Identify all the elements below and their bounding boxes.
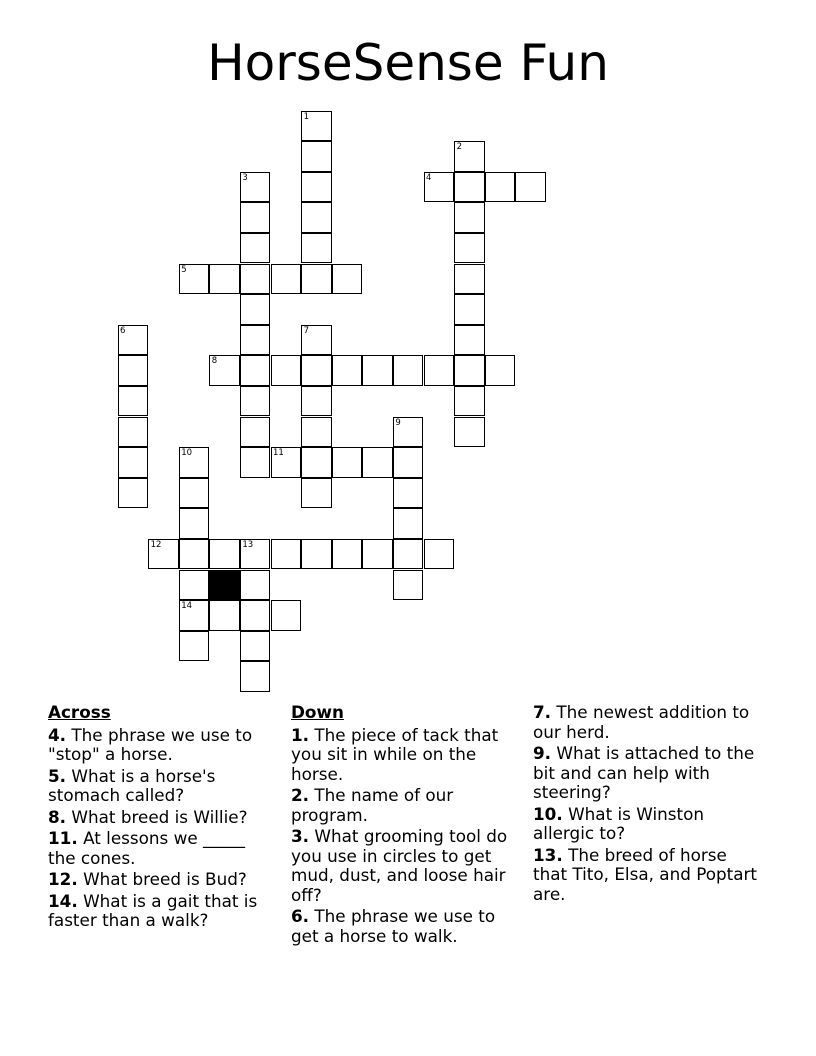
clue-number: 14.: [48, 890, 78, 911]
cell-number: 7: [303, 325, 310, 336]
clue-number: 5.: [48, 765, 67, 786]
grid-cell[interactable]: [332, 355, 363, 386]
grid-cell[interactable]: [240, 325, 271, 356]
clue-text: The phrase we use to get a horse to walk.: [291, 906, 496, 946]
clue-number: 12.: [48, 869, 78, 889]
grid-cell[interactable]: [301, 355, 332, 386]
grid-cell[interactable]: [240, 661, 271, 692]
grid-cell[interactable]: [485, 172, 516, 203]
grid-cell[interactable]: [301, 447, 332, 478]
grid-cell[interactable]: [454, 202, 485, 233]
clue-text: The newest addition to our herd.: [533, 702, 750, 742]
grid-black-cell: [209, 570, 240, 601]
clue-text: What grooming tool do you use in circles to get mud, dust, and loose hair off?: [291, 826, 508, 905]
grid-cell[interactable]: [424, 172, 455, 203]
grid-cell[interactable]: [209, 600, 240, 631]
clue-text: What breed is Bud?: [77, 869, 247, 889]
grid-cell[interactable]: [209, 264, 240, 295]
down-clues-continued: [533, 703, 765, 906]
grid-cell[interactable]: [362, 355, 393, 386]
cell-number: 4: [426, 172, 432, 183]
cell-number: 8: [211, 356, 218, 367]
grid-cell[interactable]: [393, 539, 424, 570]
grid-cell[interactable]: [393, 478, 424, 509]
grid-cell[interactable]: [148, 539, 179, 570]
grid-cell[interactable]: [301, 172, 332, 203]
grid-cell[interactable]: [301, 141, 332, 172]
grid-cell[interactable]: [393, 508, 424, 539]
cell-number: 11: [273, 448, 284, 459]
clue-number: 2.: [291, 785, 310, 805]
page-title: HorseSense Fun: [207, 34, 609, 92]
clue-item: [48, 892, 276, 931]
grid-cell[interactable]: [271, 539, 302, 570]
clue-text: What is attached to the bit and can help with steering?: [533, 743, 755, 802]
grid-cell[interactable]: [240, 264, 271, 295]
grid-cell[interactable]: [179, 570, 210, 601]
grid-cell[interactable]: [240, 233, 271, 264]
grid-cell[interactable]: [118, 447, 149, 478]
grid-cell[interactable]: [209, 355, 240, 386]
grid-cell[interactable]: [240, 539, 271, 570]
grid-cell[interactable]: [454, 417, 485, 448]
cell-number: 14: [181, 601, 193, 612]
grid-cell[interactable]: [118, 325, 149, 356]
clue-item: [533, 805, 765, 844]
grid-cell[interactable]: [454, 233, 485, 264]
cell-number: 6: [120, 325, 126, 336]
grid-cell[interactable]: [301, 417, 332, 448]
clue-item: [291, 827, 519, 905]
cell-number: 9: [395, 417, 401, 428]
grid-cell[interactable]: [454, 355, 485, 386]
grid-cell[interactable]: [118, 417, 149, 448]
clue-item: [291, 726, 519, 785]
grid-cell[interactable]: [454, 294, 485, 325]
grid-cell[interactable]: [485, 355, 516, 386]
cell-number: 5: [181, 264, 187, 275]
grid-cell[interactable]: [240, 355, 271, 386]
clue-text: The phrase we use to "stop" a horse.: [48, 724, 253, 764]
down-heading: Down: [291, 702, 344, 722]
grid-cell[interactable]: [271, 600, 302, 631]
cell-number: 10: [181, 448, 193, 459]
grid-cell[interactable]: [301, 539, 332, 570]
cell-number: 2: [456, 142, 463, 153]
grid-cell[interactable]: [179, 508, 210, 539]
grid-cell[interactable]: [454, 141, 485, 172]
grid-cell[interactable]: [454, 172, 485, 203]
clue-text: What is a gait that is faster than a walk?: [48, 890, 258, 930]
grid-cell[interactable]: [240, 447, 271, 478]
grid-cell[interactable]: [301, 264, 332, 295]
across-clues: [48, 703, 276, 933]
clue-item: [48, 726, 276, 765]
grid-cell[interactable]: [271, 447, 302, 478]
grid-cell[interactable]: [179, 447, 210, 478]
clue-item: [533, 744, 765, 803]
clue-number: 8.: [48, 806, 67, 827]
clue-item: [291, 907, 519, 946]
cell-number: 12: [150, 539, 162, 550]
grid-cell[interactable]: [240, 570, 271, 601]
grid-cell[interactable]: [393, 417, 424, 448]
grid-cell[interactable]: [179, 539, 210, 570]
grid-cell[interactable]: [118, 386, 149, 417]
grid-cell[interactable]: [332, 447, 363, 478]
grid-cell[interactable]: [240, 600, 271, 631]
clue-item: [48, 870, 276, 890]
clue-number: 9.: [533, 743, 552, 763]
grid-cell[interactable]: [240, 202, 271, 233]
grid-cell[interactable]: [240, 631, 271, 662]
clue-number: 10.: [533, 803, 563, 824]
grid-cell[interactable]: [301, 478, 332, 509]
grid-cell[interactable]: [240, 386, 271, 417]
clue-item: [48, 808, 276, 828]
grid-cell[interactable]: [271, 355, 302, 386]
clue-number: 1.: [291, 724, 310, 745]
grid-cell[interactable]: [179, 478, 210, 509]
clue-text: At lessons we _____ the cones.: [48, 828, 245, 868]
grid-cell[interactable]: [424, 539, 455, 570]
clue-item: [291, 786, 519, 825]
clue-item: [533, 846, 765, 905]
grid-cell[interactable]: [362, 447, 393, 478]
grid-cell[interactable]: [393, 570, 424, 601]
cell-number: 3: [242, 172, 248, 183]
grid-cell[interactable]: [332, 539, 363, 570]
down-clues: [291, 703, 519, 948]
grid-cell[interactable]: [515, 172, 546, 203]
grid-cell[interactable]: [454, 264, 485, 295]
clue-number: 11.: [48, 828, 78, 848]
grid-cell[interactable]: [301, 386, 332, 417]
clue-text: The name of our program.: [291, 785, 454, 825]
grid-cell[interactable]: [454, 325, 485, 356]
grid-cell[interactable]: [271, 264, 302, 295]
clue-text: What is Winston allergic to?: [533, 803, 704, 843]
clue-number: 7.: [533, 702, 552, 722]
grid-cell[interactable]: [240, 294, 271, 325]
clue-number: 6.: [291, 906, 310, 926]
clue-item: [48, 829, 276, 868]
clue-text: The piece of tack that you sit in while on the horse.: [291, 724, 499, 784]
grid-cell[interactable]: [332, 264, 363, 295]
grid-cell[interactable]: [118, 355, 149, 386]
grid-cell[interactable]: [454, 386, 485, 417]
grid-cell[interactable]: [393, 447, 424, 478]
across-heading: Across: [48, 702, 111, 722]
clue-number: 13.: [533, 844, 563, 865]
cell-number: 13: [242, 539, 254, 550]
clue-item: [533, 703, 765, 742]
cell-number: 1: [303, 111, 310, 122]
grid-cell[interactable]: [179, 600, 210, 631]
clue-item: [48, 767, 276, 806]
grid-cell[interactable]: [240, 417, 271, 448]
grid-cell[interactable]: [179, 264, 210, 295]
clue-number: 4.: [48, 724, 67, 745]
clue-text: The breed of horse that Tito, Elsa, and Poptart are.: [533, 844, 757, 904]
grid-cell[interactable]: [301, 325, 332, 356]
grid-cell[interactable]: [179, 631, 210, 662]
grid-cell[interactable]: [393, 355, 424, 386]
grid-cell[interactable]: [301, 233, 332, 264]
grid-cell[interactable]: [240, 172, 271, 203]
grid-cell[interactable]: [209, 539, 240, 570]
clue-text: What breed is Willie?: [66, 806, 248, 827]
grid-cell[interactable]: [424, 355, 455, 386]
grid-cell[interactable]: [118, 478, 149, 509]
grid-cell[interactable]: [301, 111, 332, 142]
grid-cell[interactable]: [301, 202, 332, 233]
clue-number: 3.: [291, 826, 310, 846]
grid-cell[interactable]: [362, 539, 393, 570]
clue-text: What is a horse's stomach called?: [48, 765, 216, 805]
